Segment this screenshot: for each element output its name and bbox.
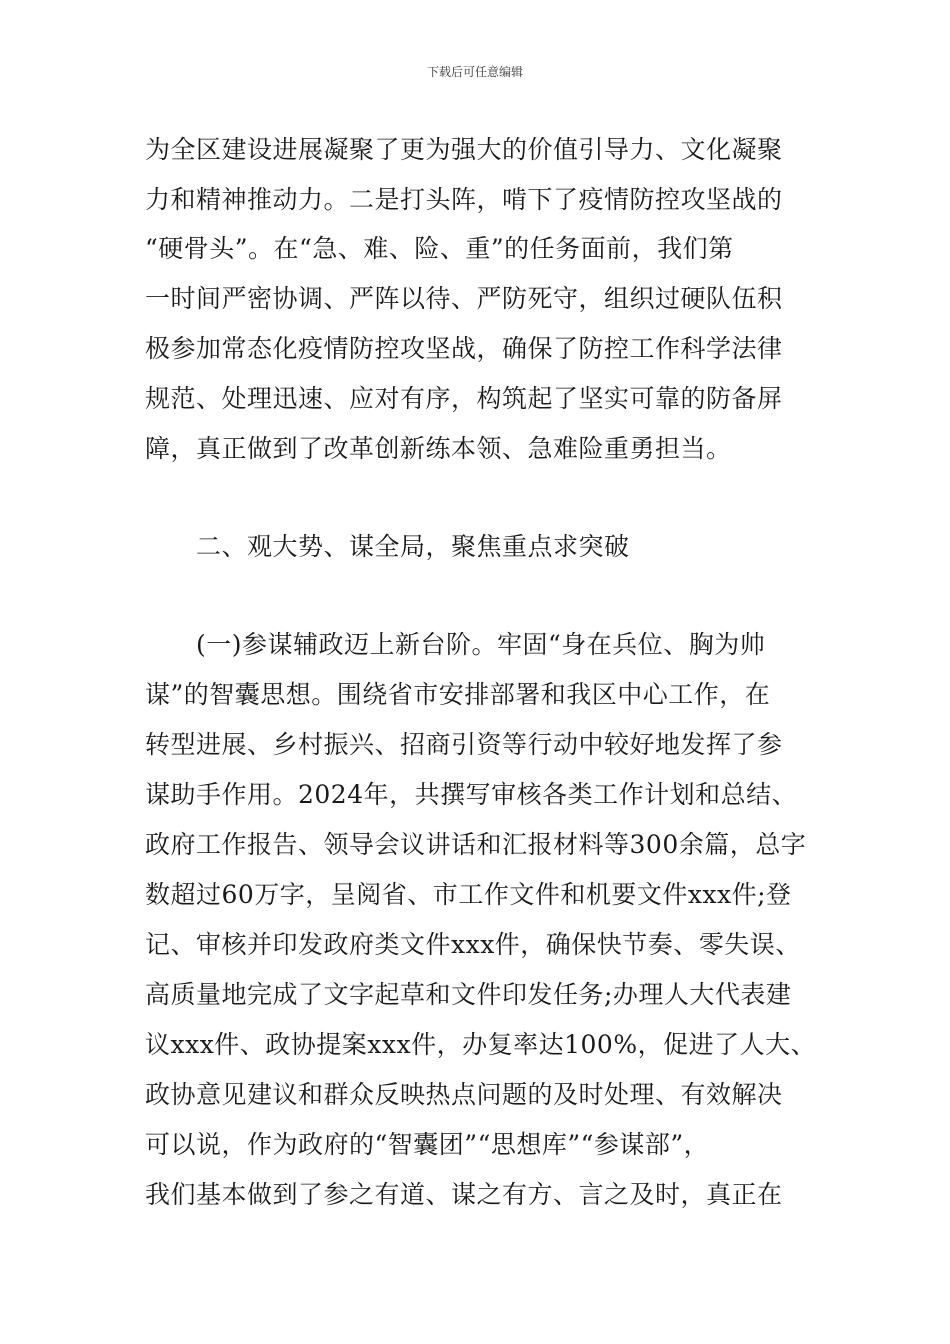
page-header: 下载后可任意编辑 xyxy=(426,65,523,79)
paragraph-2-line: (一)参谋辅政迈上新台阶。牢固“身在兵位、胸为帅 xyxy=(196,630,766,659)
paragraph-2-line: 记、审核并印发政府类文件xxx件，确保快节奏、零失误、 xyxy=(145,930,801,959)
paragraph-1-line: 为全区建设进展凝聚了更为强大的价值引导力、文化凝聚 xyxy=(145,135,783,164)
paragraph-2-line: 谋”的智囊思想。围绕省市安排部署和我区中心工作，在 xyxy=(145,680,771,709)
paragraph-2-line: 政协意见建议和群众反映热点问题的及时处理、有效解决 xyxy=(145,1080,783,1109)
paragraph-1-line: “硬骨头”。在“急、难、险、重”的任务面前，我们第 xyxy=(145,234,734,263)
paragraph-1-line: 极参加常态化疫情防控攻坚战，确保了防控工作科学法律 xyxy=(145,334,783,363)
paragraph-2-line: 可以说，作为政府的“智囊团”“思想库”“参谋部”， xyxy=(145,1130,710,1159)
paragraph-2-line: 数超过60万字，呈阅省、市工作文件和机要文件xxx件;登 xyxy=(145,880,792,909)
paragraph-2-line: 政府工作报告、领导会议讲话和汇报材料等300余篇，总字 xyxy=(145,830,807,859)
section-heading: 二、观大势、谋全局，聚焦重点求突破 xyxy=(196,532,630,561)
paragraph-2-line: 我们基本做到了参之有道、谋之有方、言之及时，真正在 xyxy=(145,1180,783,1209)
paragraph-2-line: 转型进展、乡村振兴、招商引资等行动中较好地发挥了参 xyxy=(145,730,783,759)
paragraph-1-line: 一时间严密协调、严阵以待、严防死守，组织过硬队伍积 xyxy=(145,284,783,313)
paragraph-1-line: 障，真正做到了改革创新练本领、急难险重勇担当。 xyxy=(145,434,732,463)
paragraph-2-line: 议xxx件、政协提案xxx件，办复率达100%，促进了人大、 xyxy=(145,1030,817,1059)
paragraph-2-line: 谋助手作用。2024年，共撰写审核各类工作计划和总结、 xyxy=(145,780,798,809)
paragraph-1-line: 规范、处理迅速、应对有序，构筑起了坚实可靠的防备屏 xyxy=(145,384,783,413)
paragraph-1-line: 力和精神推动力。二是打头阵，啃下了疫情防控攻坚战的 xyxy=(145,185,783,214)
paragraph-2-line: 高质量地完成了文字起草和文件印发任务;办理人大代表建 xyxy=(145,980,792,1009)
